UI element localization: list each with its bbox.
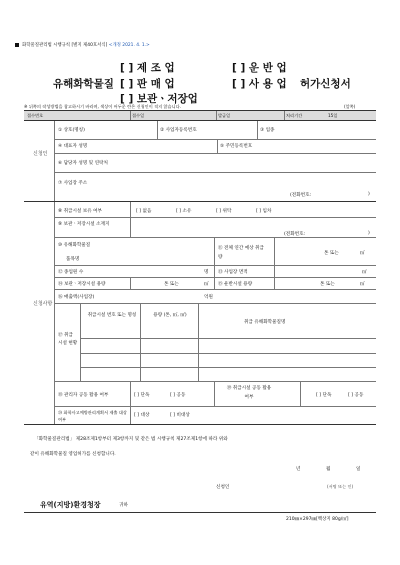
divider xyxy=(130,202,131,217)
business-address-field[interactable]: ⑦ 사업장 주소 xyxy=(58,181,88,186)
divider xyxy=(54,153,376,154)
date-year-label: 년 xyxy=(296,467,301,472)
revision-date: <개정 2021. 4. 1.> xyxy=(108,43,150,48)
business-registration-field[interactable]: ② 사업자등록번호 xyxy=(160,128,197,133)
divider xyxy=(130,277,131,289)
date-day-label: 일 xyxy=(356,467,361,472)
facility-single-checkbox[interactable]: [ ] 단독 xyxy=(316,393,332,398)
divider xyxy=(54,217,376,218)
accident-plan-label: ⑳ 화학사고예방관리계획서 제출 대상 여부 xyxy=(58,410,127,422)
square-bullet-icon xyxy=(15,43,19,47)
site-area-label: ⑬ 사업장 면적 xyxy=(218,270,248,275)
ownership-none-checkbox[interactable]: [ ] 없음 xyxy=(136,209,152,214)
employee-count-label: ⑫ 종업원 수 xyxy=(58,270,84,275)
processing-period-label: 처리기간 xyxy=(286,113,303,118)
applicant-side-label: 신청인 xyxy=(33,151,48,157)
divider xyxy=(54,289,376,290)
annual-handling-unit: 톤 또는 xyxy=(324,251,339,256)
annual-handling-sq: ㎥ xyxy=(360,251,365,256)
page-side: (앞쪽) xyxy=(344,104,356,109)
divider xyxy=(24,201,376,202)
storage-capacity-unit: 톤 또는 xyxy=(164,282,179,287)
manager-shared-checkbox[interactable]: [ ] 공동 xyxy=(170,393,186,398)
divider xyxy=(217,139,218,153)
divider xyxy=(80,353,376,354)
title-suffix: 허가신청서 xyxy=(300,78,351,90)
date-month-label: 월 xyxy=(326,467,331,472)
divider xyxy=(274,265,275,277)
transport-capacity-sq: ㎥ xyxy=(360,282,365,287)
notice-text: ※ 뒤쪽의 작성방법을 참고하시기 바라며, 색상이 어두운 란은 신청인이 적지 않습니다. xyxy=(24,104,182,109)
facility-number-header: 취급시설 번호 또는 명칭 xyxy=(87,313,137,318)
hazardous-chemical-label: ⑩ 유해화학물질 xyxy=(58,243,91,248)
divider xyxy=(54,406,376,407)
title-option-2: [ ] 운 반 업 xyxy=(232,62,287,74)
title-option-4: [ ] 사 용 업 xyxy=(232,78,287,90)
representative-name-field[interactable]: ④ 대표자 성명 xyxy=(58,144,88,149)
revenue-label: ⑯ 매출액(사업장) xyxy=(58,295,95,300)
processing-period-value: 15일 xyxy=(328,113,338,118)
item-name-label: 품목명 xyxy=(66,257,80,262)
divider xyxy=(214,381,215,406)
ownership-lease-checkbox[interactable]: [ ] 임차 xyxy=(256,209,272,214)
divider xyxy=(216,111,217,120)
divider xyxy=(54,237,376,238)
title-main: 유해화학물질 xyxy=(53,78,114,90)
plan-target-checkbox[interactable]: [ ] 대상 xyxy=(134,413,150,418)
manager-sharing-label: ⑱ 관리자 공동 활용 여부 xyxy=(58,393,109,398)
divider xyxy=(54,172,376,173)
divider xyxy=(24,512,376,513)
industry-field[interactable]: ③ 업종 xyxy=(260,128,275,133)
divider xyxy=(300,381,301,406)
divider xyxy=(130,406,131,424)
title-option-1: [ ] 제 조 업 xyxy=(120,62,175,74)
divider xyxy=(140,303,141,381)
issue-date-label: 발급일 xyxy=(218,113,231,118)
paper-size: 210㎜×297㎜[백상지 80g/㎡] xyxy=(286,517,349,522)
receipt-number-label: 접수번호 xyxy=(27,113,44,118)
transport-capacity-label: ⑮ 운반시설 용량 xyxy=(218,282,253,287)
revenue-unit: 억원 xyxy=(204,295,213,300)
facility-sharing-label: ⑲ 취급시설 공동 활용 여부 xyxy=(226,386,272,400)
divider xyxy=(24,120,376,121)
facility-ownership-label: ⑧ 취급시설 보유 여부 xyxy=(58,209,103,214)
storage-phone-close: ) xyxy=(368,231,370,236)
divider xyxy=(130,381,131,406)
divider xyxy=(54,121,55,201)
contact-person-field[interactable]: ⑥ 담당자 성명 및 연락처 xyxy=(58,161,108,166)
title-option-3: [ ] 판 매 업 xyxy=(120,78,175,90)
divider xyxy=(130,111,131,120)
divider xyxy=(284,111,285,120)
capacity-header: 용량 (톤, ㎥, ㎡) xyxy=(153,313,187,318)
divider xyxy=(214,237,215,265)
divider xyxy=(54,381,376,382)
receipt-date-label: 접수일 xyxy=(132,113,145,118)
storage-capacity-sq: ㎥ xyxy=(204,282,209,287)
applicant-phone-label: (전화번호: xyxy=(290,193,312,198)
divider xyxy=(214,265,215,277)
ownership-consign-checkbox[interactable]: [ ] 위탁 xyxy=(216,209,232,214)
divider xyxy=(54,202,55,424)
transport-capacity-unit: 톤 또는 xyxy=(320,282,335,287)
form-header xyxy=(15,42,150,48)
law-reference: 화학물질관리법 시행규칙 [별지 제40호서식] xyxy=(22,43,108,48)
manager-single-checkbox[interactable]: [ ] 단독 xyxy=(134,393,150,398)
divider xyxy=(274,277,275,289)
annual-handling-label: ⑪ 전체 연간 예상 취급량 xyxy=(218,246,264,260)
divider xyxy=(54,277,376,278)
applicant-phone-close: ) xyxy=(368,192,370,197)
addressee: 유역(지방)환경청장 xyxy=(40,501,101,509)
receipt-row xyxy=(24,111,376,120)
facility-status-label: ⑰ 취급 시설 현황 xyxy=(58,333,78,346)
statement-line-1: 「화학물질관리법」 제28조제1항부터 제3항까지 및 같은 법 시행규칙 제27조제1항에 따라 위와 xyxy=(34,437,228,442)
storage-location-label: ⑨ 보관ㆍ저장시설 소재지 xyxy=(58,222,110,227)
divider xyxy=(130,217,131,237)
sign-note: (서명 또는 인) xyxy=(327,484,354,489)
addressee-suffix: 귀하 xyxy=(119,503,128,508)
divider xyxy=(54,139,376,140)
applicant-sign-label: 신청인 xyxy=(216,485,230,490)
divider xyxy=(54,303,376,304)
employee-count-unit: 명 xyxy=(204,270,209,275)
statement-line-2: 같이 유해화학물질 영업허가를 신청합니다. xyxy=(30,452,116,457)
chemical-name-header: 취급 유해화학물질명 xyxy=(244,320,286,325)
divider xyxy=(157,121,158,139)
divider xyxy=(198,303,199,381)
facility-shared-checkbox[interactable]: [ ] 공동 xyxy=(348,393,364,398)
divider xyxy=(80,338,376,339)
divider xyxy=(80,367,376,368)
divider xyxy=(24,424,376,425)
divider xyxy=(274,237,275,265)
details-side-label: 신청사항 xyxy=(33,301,53,307)
resident-number-field[interactable]: ⑤ 주민등록번호 xyxy=(220,144,253,149)
divider xyxy=(214,277,215,289)
storage-capacity-label: ⑭ 보관ㆍ저장시설 용량 xyxy=(58,282,106,287)
divider xyxy=(80,303,81,381)
site-area-sq: ㎡ xyxy=(362,270,367,275)
storage-phone-label: (전화번호: xyxy=(284,232,306,237)
divider xyxy=(54,265,376,266)
plan-nontarget-checkbox[interactable]: [ ] 비대상 xyxy=(170,413,190,418)
divider xyxy=(257,121,258,139)
title-option-5: [ ] 보관ㆍ저장업 xyxy=(120,93,198,105)
company-name-field[interactable]: ① 상호(명칭) xyxy=(58,128,85,133)
ownership-own-checkbox[interactable]: [ ] 소유 xyxy=(176,209,192,214)
